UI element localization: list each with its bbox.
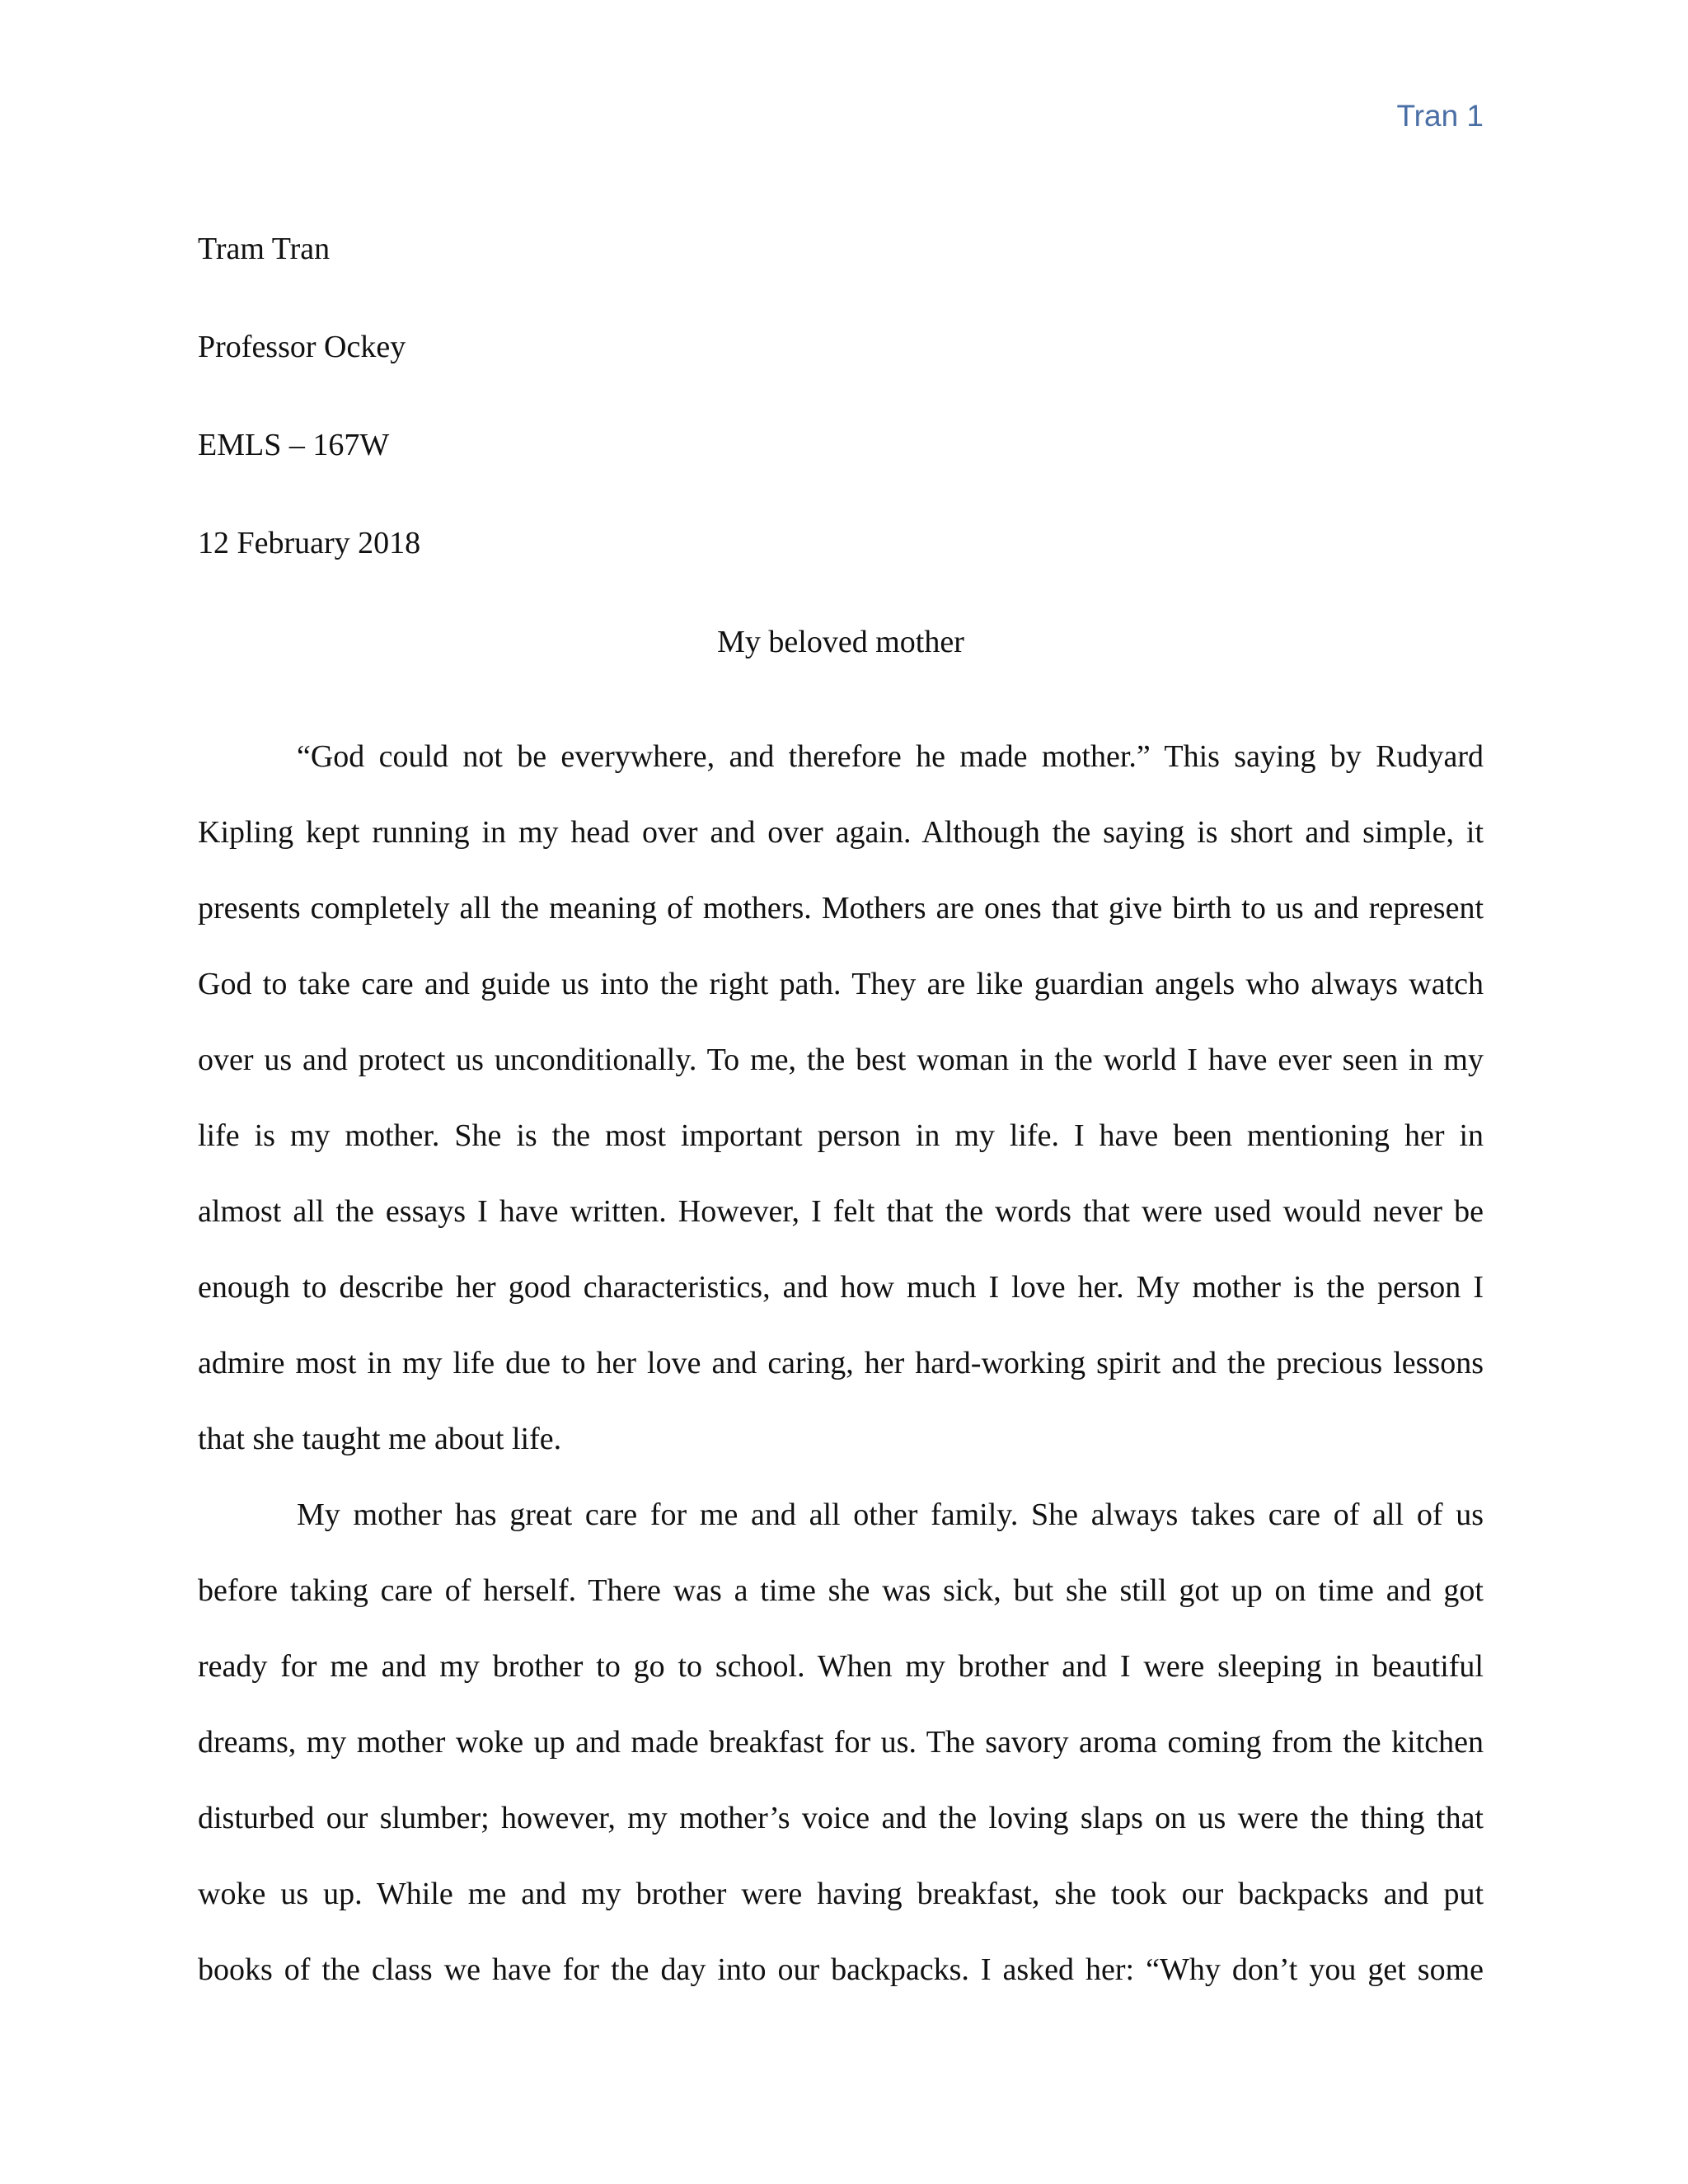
course-code: EMLS – 167W (198, 428, 390, 462)
text-line: dreams, my mother woke up and made breakfast for us. The savory aroma coming from the kitchen (198, 1725, 1484, 1760)
text-line: My mother has great care for me and all other family. She always takes care of all of us (297, 1497, 1484, 1532)
text-line: God to take care and guide us into the right path. They are like guardian angels who always watch (198, 967, 1484, 1001)
mla-heading (198, 233, 1484, 626)
text-line: books of the class we have for the day into our backpacks. I asked her: “Why don’t you get some (198, 1952, 1484, 1987)
text-line: enough to describe her good characteristics, and how much I love her. My mother is the person I (198, 1270, 1484, 1305)
student-name: Tram Tran (198, 232, 331, 266)
text-line: over us and protect us unconditionally. To me, the best woman in the world I have ever seen in my (198, 1043, 1484, 1077)
text-line: presents completely all the meaning of mothers. Mothers are ones that give birth to us and represent (198, 891, 1484, 926)
running-head: Tran 1 (1396, 99, 1484, 133)
text-line: Kipling kept running in my head over and over again. Although the saying is short and simple, it (198, 815, 1484, 850)
essay-body (198, 719, 1484, 2008)
professor-name: Professor Ockey (198, 330, 406, 364)
essay-title: My beloved mother (717, 625, 964, 659)
submission-date: 12 February 2018 (198, 526, 421, 560)
text-line: almost all the essays I have written. However, I felt that the words that were used would never be (198, 1194, 1484, 1229)
paragraph-2 (198, 1477, 1484, 2008)
text-line: disturbed our slumber; however, my mother’s voice and the loving slaps on us were the thing that (198, 1801, 1484, 1835)
paragraph-1 (198, 719, 1484, 1477)
text-line: “God could not be everywhere, and therefore he made mother.” This saying by Rudyard (297, 739, 1484, 774)
text-line: that she taught me about life. (198, 1422, 562, 1456)
text-line: before taking care of herself. There was a time she was sick, but she still got up on time and got (198, 1573, 1484, 1608)
text-line: life is my mother. She is the most important person in my life. I have been mentioning her in (198, 1118, 1484, 1153)
text-line: ready for me and my brother to go to school. When my brother and I were sleeping in beautiful (198, 1649, 1484, 1684)
text-line: woke us up. While me and my brother were having breakfast, she took our backpacks and put (198, 1877, 1484, 1911)
text-line: admire most in my life due to her love and caring, her hard-working spirit and the precious lessons (198, 1346, 1484, 1380)
